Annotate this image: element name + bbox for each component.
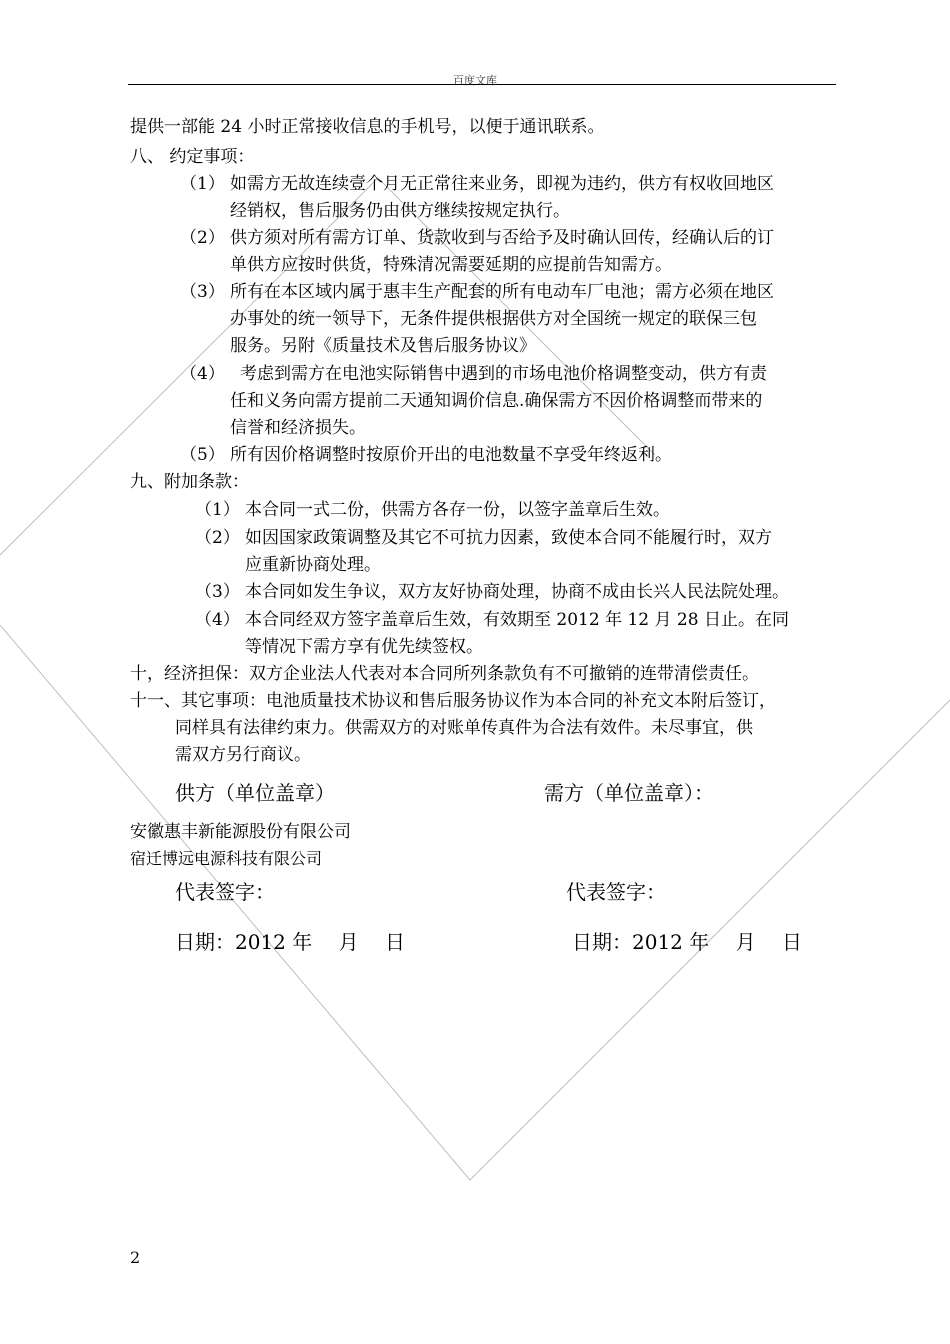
item-text: 单供方应按时供货，特殊清况需要延期的应提前告知需方。 bbox=[230, 255, 672, 275]
buyer-rep-signature: 代表签字： bbox=[566, 880, 666, 904]
buyer-date: 日期：2012 年 月 日 bbox=[572, 930, 802, 954]
header-title: 百度文库 bbox=[453, 74, 497, 87]
item-number: （2） bbox=[195, 528, 240, 548]
item-text: 所有因价格调整时按原价开出的电池数量不享受年终返利。 bbox=[230, 445, 672, 465]
item-text: 应重新协商处理。 bbox=[245, 555, 381, 575]
section11-text: 同样具有法律约束力。供需双方的对账单传真件为合法有效件。未尽事宜，供 bbox=[175, 718, 753, 738]
supplier-seal-label: 供方（单位盖章） bbox=[175, 781, 335, 805]
item-number: （5） bbox=[180, 445, 225, 465]
item-text: 本合同如发生争议，双方友好协商处理，协商不成由长兴人民法院处理。 bbox=[245, 582, 789, 602]
item-number: （4） bbox=[195, 610, 240, 630]
section11-text: 需双方另行商议。 bbox=[175, 745, 311, 765]
section9-heading: 九、附加条款： bbox=[130, 472, 249, 492]
item-text: 供方须对所有需方订单、货款收到与否给予及时确认回传，经确认后的订 bbox=[230, 228, 774, 248]
header-divider bbox=[128, 84, 836, 85]
section10-text: 十，经济担保：双方企业法人代表对本合同所列条款负有不可撤销的连带清偿责任。 bbox=[130, 664, 759, 684]
item-text: 所有在本区域内属于惠丰生产配套的所有电动车厂电池；需方必须在地区 bbox=[230, 282, 774, 302]
item-text: 本合同经双方签字盖章后生效，有效期至 2012 年 12 月 28 日止。在同 bbox=[245, 610, 789, 630]
item-number: （3） bbox=[180, 282, 225, 302]
item-number: （4） bbox=[180, 364, 225, 384]
buyer-company: 宿迁博远电源科技有限公司 bbox=[130, 849, 323, 868]
item-number: （3） bbox=[195, 582, 240, 602]
item-text: 考虑到需方在电池实际销售中遇到的市场电池价格调整变动，供方有责 bbox=[240, 364, 767, 384]
item-text: 信誉和经济损失。 bbox=[230, 418, 366, 438]
item-text: 任和义务向需方提前二天通知调价信息.确保需方不因价格调整而带来的 bbox=[230, 391, 763, 411]
item-text: 本合同一式二份，供需方各存一份，以签字盖章后生效。 bbox=[245, 500, 670, 520]
supplier-date: 日期：2012 年 月 日 bbox=[175, 930, 405, 954]
supplier-rep-signature: 代表签字： bbox=[175, 880, 275, 904]
buyer-seal-label: 需方（单位盖章）： bbox=[544, 781, 714, 805]
item-text: 等情况下需方享有优先续签权。 bbox=[245, 637, 483, 657]
item-text: 经销权，售后服务仍由供方继续按规定执行。 bbox=[230, 201, 570, 221]
item-text: 如因国家政策调整及其它不可抗力因素，致使本合同不能履行时，双方 bbox=[245, 528, 772, 548]
item-number: （2） bbox=[180, 228, 225, 248]
item-text: 办事处的统一领导下，无条件提供根据供方对全国统一规定的联保三包 bbox=[230, 309, 757, 329]
intro-line: 提供一部能 24 小时正常接收信息的手机号，以便于通讯联系。 bbox=[130, 117, 605, 137]
section8-heading: 八、 约定事项： bbox=[130, 147, 255, 167]
supplier-company: 安徽惠丰新能源股份有限公司 bbox=[130, 822, 351, 842]
item-number: （1） bbox=[195, 500, 240, 520]
item-text: 服务。另附《质量技术及售后服务协议》 bbox=[230, 336, 536, 356]
page-number: 2 bbox=[130, 1248, 141, 1267]
item-text: 如需方无故连续壹个月无正常往来业务，即视为违约，供方有权收回地区 bbox=[230, 174, 774, 194]
section11-text: 十一、其它事项：电池质量技术协议和售后服务协议作为本合同的补充文本附后签订， bbox=[130, 691, 776, 711]
item-number: （1） bbox=[180, 174, 225, 194]
